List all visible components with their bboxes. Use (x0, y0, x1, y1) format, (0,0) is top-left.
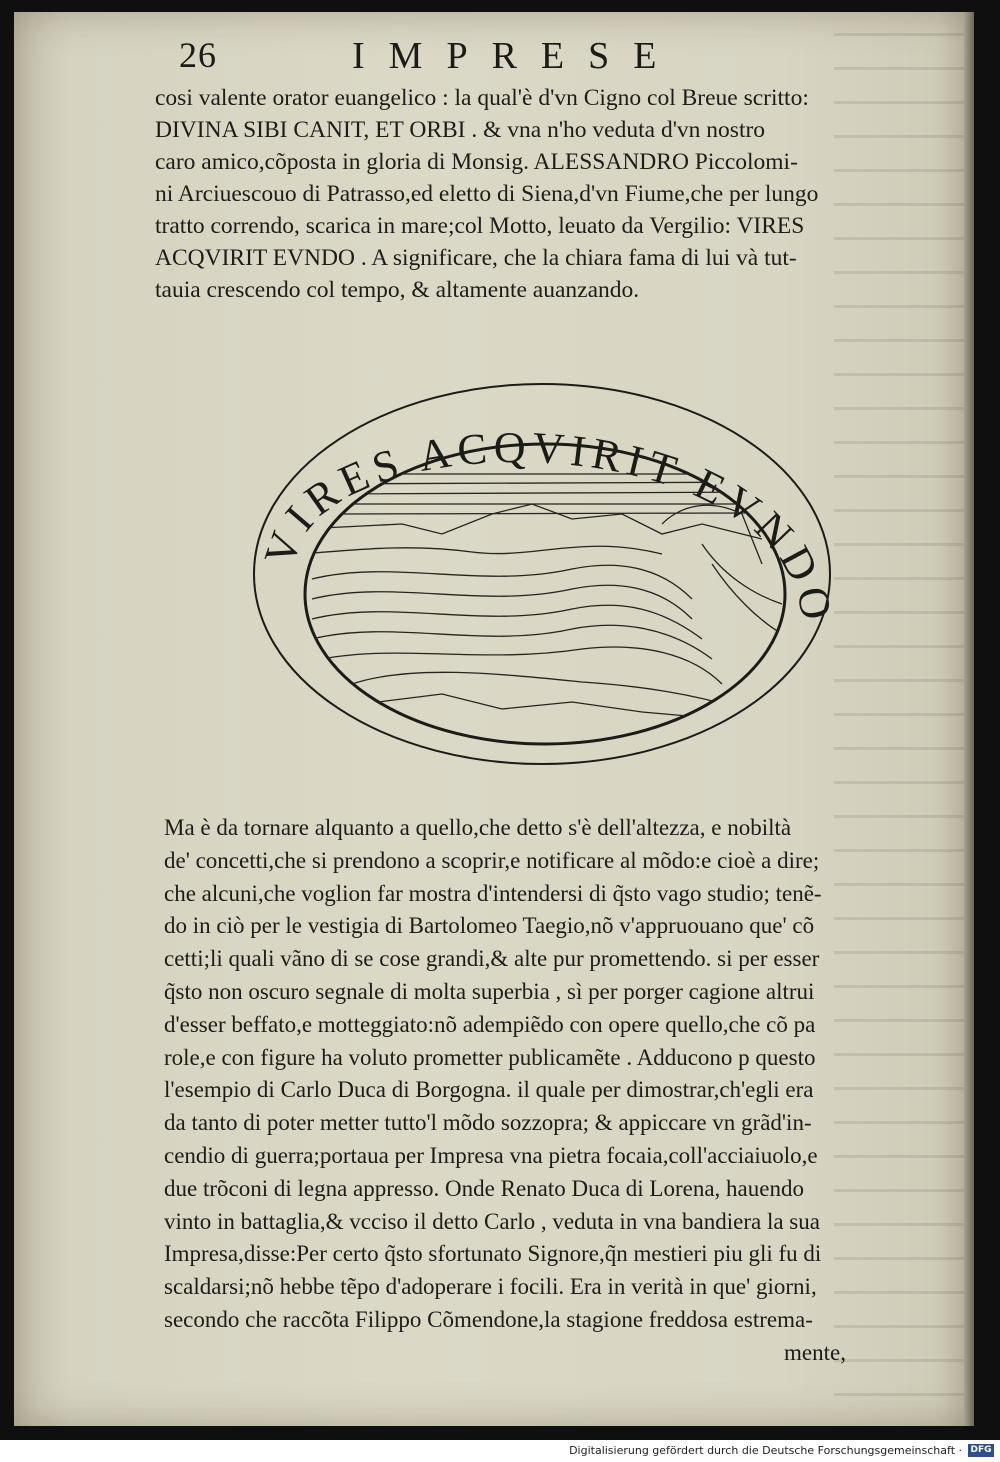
text-line: caro amico,cõposta in gloria di Monsig. ALESSANDRO Piccolomi- (155, 149, 798, 175)
text-line: q̃sto non oscuro segnale di molta superbia , sì per porger cagione altrui (164, 978, 815, 1004)
dfg-logo: DFG (968, 1444, 994, 1457)
text-line: Ma è da tornare alquanto a quello,che detto s'è dell'altezza, e nobiltà (164, 815, 792, 840)
page-edge (964, 12, 974, 1426)
text-line: DIVINA SIBI CANIT, ET ORBI . & vna n'ho veduta d'vn nostro (155, 117, 766, 143)
page-number: 26 (179, 35, 217, 75)
text-line: cendio di guerra;portaua per Impresa vna pietra focaia,coll'acciaiuolo,e (164, 1142, 818, 1168)
text-line: do in ciò per le vestigia di Bartolomeo Taegio,nõ v'appruouano que' cõ (164, 913, 815, 939)
text-line: tratto correndo, scarica in mare;col Motto, leuato da Vergilio: VIRES (155, 213, 805, 239)
book-page (14, 12, 974, 1426)
emblem-illustration (242, 364, 842, 784)
page-header (14, 34, 974, 78)
text-line: da tanto di poter metter tutto'l mõdo sozzopra; & appiccare vn grãd'in- (164, 1110, 812, 1136)
text-line: secondo che raccõta Filippo Cõmendone,la stagione freddosa estrema- (164, 1306, 813, 1332)
catchword: mente, (784, 1339, 846, 1365)
emblem-motto: VIRES ACQVIRIT EVNDO (254, 422, 842, 630)
digitization-footer (0, 1440, 1000, 1462)
bottom-paragraph (164, 812, 934, 1370)
text-line: che alcuni,che voglion far mostra d'intendersi di q̃sto vago studio; tenẽ- (164, 880, 822, 906)
text-line: role,e con figure ha voluto prometter publicamẽte . Adducono p questo (164, 1044, 816, 1070)
text-line: ACQVIRIT EVNDO . A significare, che la chiara fama di lui và tut- (155, 245, 797, 271)
text-line: Impresa,disse:Per certo q̃sto sfortunato Signore,q̃n mestieri piu gli fu di (164, 1241, 822, 1267)
running-title: IMPRESE (352, 35, 681, 77)
text-line: due trõconi di legna appresso. Onde Renato Duca di Lorena, hauendo (164, 1175, 804, 1201)
text-line: de' concetti,che si prendono a scoprir,e notificare al mõdo:e cioè a dire; (164, 847, 820, 873)
text-line: d'esser beffato,e motteggiato:nõ adempiẽdo con opere quello,che cõ pa (164, 1011, 816, 1037)
text-line: vinto in battaglia,& vcciso il detto Carlo , veduta in vna bandiera la sua (164, 1208, 820, 1234)
text-line: cetti;li quali vãno di se cose grandi,& alte pur promettendo. si per esser (164, 946, 820, 972)
text-line: scaldarsi;nõ hebbe tẽpo d'adoperare i focili. Era in verità in que' giorni, (164, 1274, 817, 1300)
text-line: l'esempio di Carlo Duca di Borgogna. il quale per dimostrar,ch'egli era (164, 1077, 814, 1103)
text-line: cosi valente orator euangelico : la qual'è d'vn Cigno col Breue scritto: (155, 85, 809, 111)
top-paragraph (155, 82, 925, 306)
text-line: ni Arciuescouo di Patrasso,ed eletto di Siena,d'vn Fiume,che per lungo (155, 181, 819, 207)
funding-credit: Digitalisierung gefördert durch die Deutsche Forschungsgemeinschaft · (569, 1444, 962, 1457)
text-line: tauia crescendo col tempo, & altamente auanzando. (155, 277, 640, 303)
